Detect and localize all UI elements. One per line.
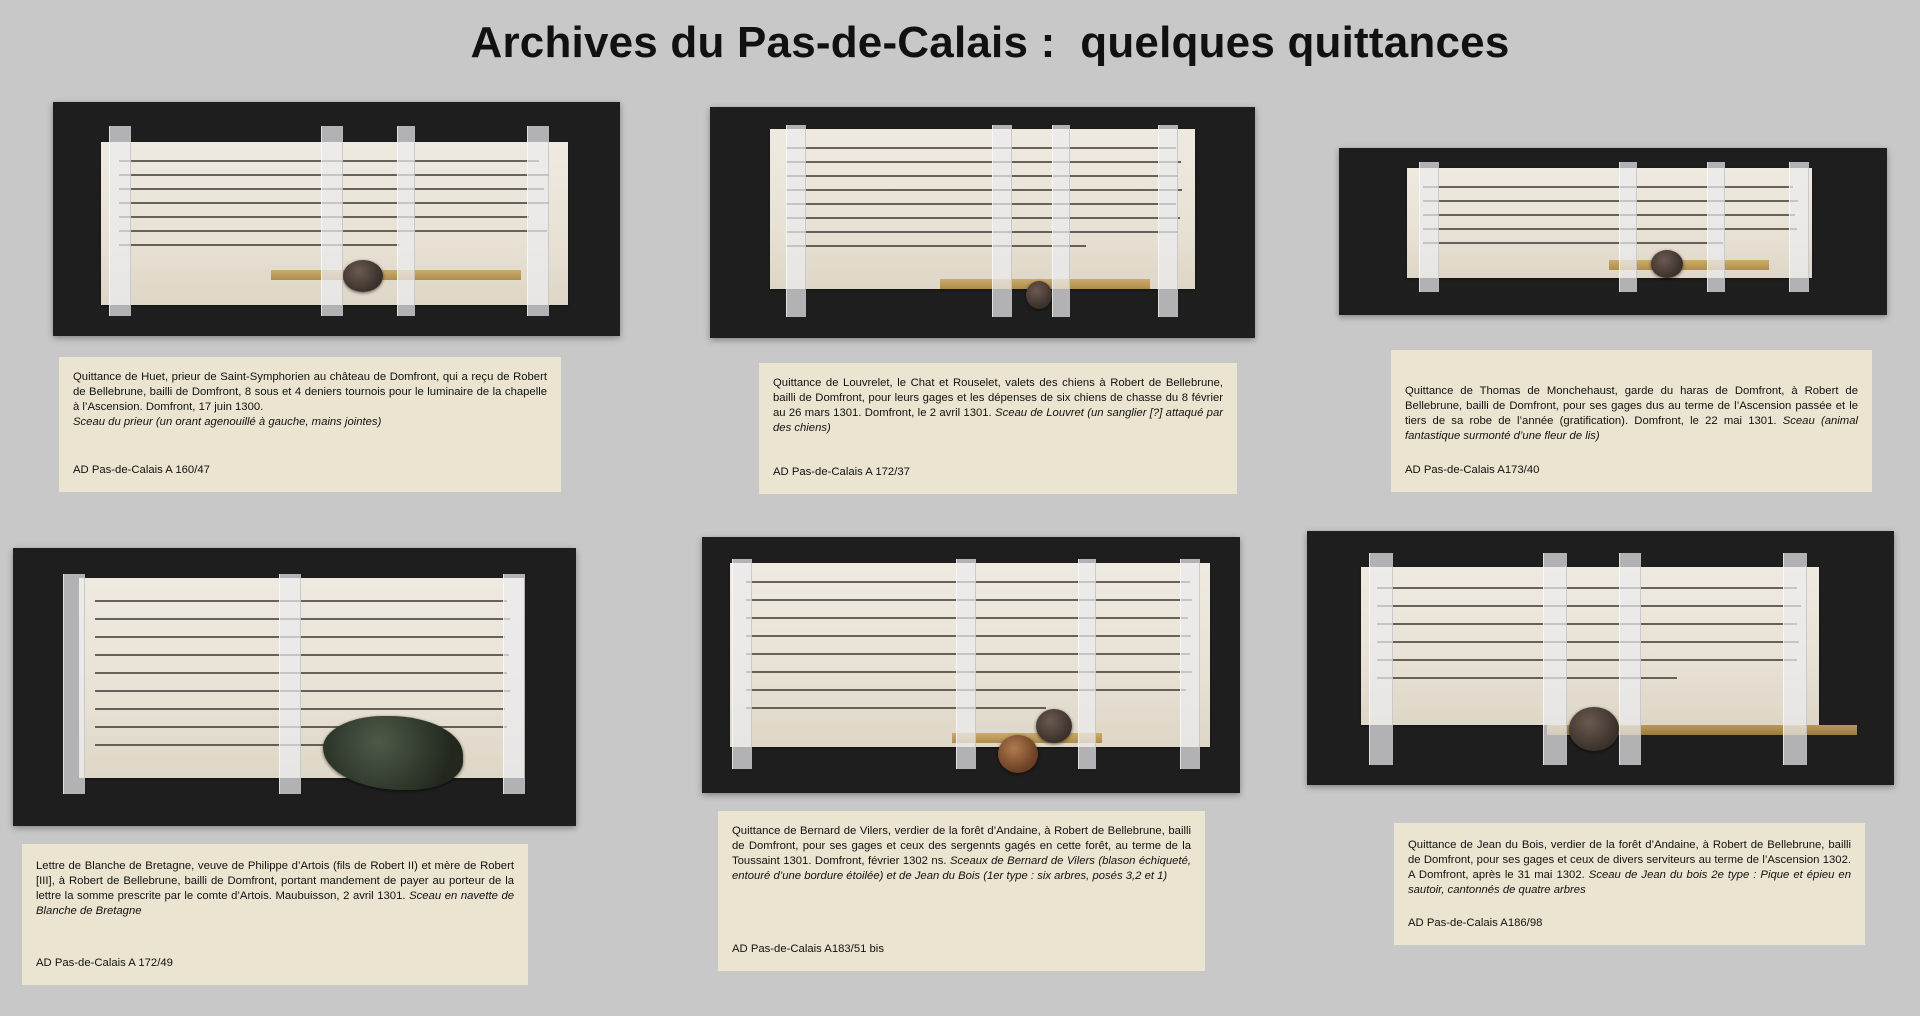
document-photo-6 (1307, 531, 1894, 785)
seal (323, 716, 463, 790)
caption-text: Lettre de Blanche de Bretagne, veuve de Philippe d’Artois (fils de Robert II) et mère de Robert [III], à Robert de Bellebrune, bailli de Domfront, portant mandement de payer au porteur de la lettre la somme prescrite par le comte d’Artois. Maubuisson, 2 avril 1301. (36, 860, 514, 902)
parchment (770, 129, 1195, 289)
document-photo-5 (702, 537, 1240, 793)
seal (1651, 250, 1683, 278)
seal (1569, 707, 1619, 751)
seal-description: Sceaux de Bernard de Vilers (blason échiqueté, entouré d’une bordure étoilée) et de Jean du Bois (1er type : six arbres, posés 3,2 et 1) (732, 855, 1192, 882)
seal (998, 735, 1038, 773)
archive-reference: AD Pas-de-Calais A186/98 (1408, 917, 1543, 929)
document-caption-3 (1391, 350, 1872, 492)
caption-text: Quittance de Huet, prieur de Saint-Symphorien au château de Domfront, qui a reçu de Robert de Bellebrune, bailli de Domfront, 8 sous et 4 deniers tournois pour le luminaire de la chapelle à l’Ascension. Domfront, 17 juin 1300. (73, 371, 547, 413)
seal-description: Sceau du prieur (un orant agenouillé à gauche, mains jointes) (73, 416, 382, 428)
caption-text: Quittance de Thomas de Monchehaust, garde du haras de Domfront, à Robert de Bellebrune, bailli de Domfront, pour ses gages dus au terme de l’Ascension passée et le tiers de sa robe de l’année (gratification). Domfront, le 22 mai 1301. (1405, 385, 1858, 427)
archive-reference: AD Pas-de-Calais A 160/47 (73, 464, 210, 476)
archive-reference: AD Pas-de-Calais A 172/49 (36, 957, 173, 969)
page-title: Archives du Pas-de-Calais : quelques quittances (470, 18, 1510, 67)
document-caption-1 (59, 357, 561, 492)
seal (1036, 709, 1072, 743)
archive-reference: AD Pas-de-Calais A 172/37 (773, 466, 910, 478)
document-photo-1 (53, 102, 620, 336)
document-photo-2 (710, 107, 1255, 338)
document-caption-2 (759, 363, 1237, 494)
parchment (1361, 567, 1819, 725)
caption-text: Quittance de Louvrelet, le Chat et Rouselet, valets des chiens à Robert de Bellebrune, bailli de Domfront, pour leurs gages et les dépenses de six chiens de chasse du 8 février au 26 mars 1301. Domfront, le 2 avril 1301. (773, 377, 1223, 419)
archive-reference: AD Pas-de-Calais A173/40 (1405, 464, 1540, 476)
archive-reference: AD Pas-de-Calais A183/51 bis (732, 943, 884, 955)
seal-description: Sceau de Louvret (un sanglier [?] attaqué par des chiens) (773, 407, 1223, 434)
caption-text: Quittance de Jean du Bois, verdier de la forêt d’Andaine, à Robert de Bellebrune, bailli de Domfront, pour ses gages et ceux de divers serviteurs au terme de l’Ascension 1302. A Domfront, après le 31 mai 1302. (1408, 839, 1851, 881)
document-caption-4 (22, 844, 528, 985)
seal (343, 260, 383, 292)
document-caption-5 (718, 811, 1205, 971)
seal (1026, 281, 1052, 309)
seal-description: Sceau en navette de Blanche de Bretagne (36, 890, 515, 917)
document-photo-3 (1339, 148, 1887, 315)
caption-text: Quittance de Bernard de Vilers, verdier de la forêt d’Andaine, à Robert de Bellebrune, bailli de Domfront, pour ses gages et ceux des sergennts gagés en cette forêt, au terme de la Toussaint 1301. Domfront, février 1302 ns. (732, 825, 1191, 867)
document-photo-4 (13, 548, 576, 826)
document-caption-6 (1394, 823, 1865, 945)
seal-description: Sceau de Jean du bois 2e type : Pique et épieu en sautoir, cantonnés de quatre arbres (1408, 869, 1851, 896)
seal-description: Sceau (animal fantastique surmonté d’une fleur de lis) (1405, 415, 1858, 442)
